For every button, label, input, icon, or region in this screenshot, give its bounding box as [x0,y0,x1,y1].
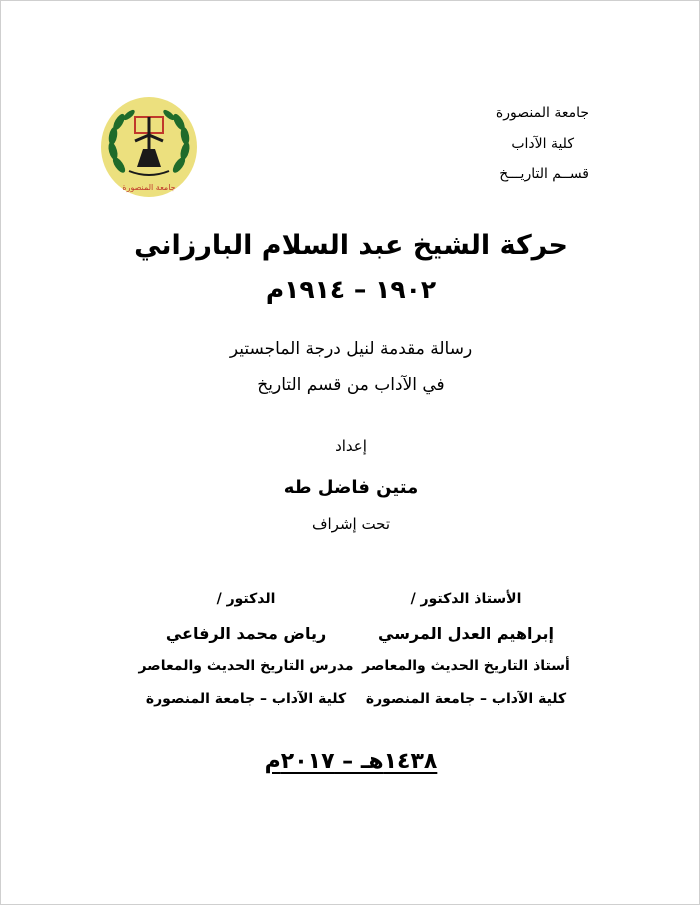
department-name: قســم التاريـــخ [499,166,589,182]
faculty-name: كلية الآداب [511,136,574,152]
seal-text: جامعة المنصورة [122,183,176,192]
supervisor-1-role: أستاذ التاريخ الحديث والمعاصر [362,658,570,674]
supervisor-2-heading: الدكتور / [216,591,276,607]
supervisor-2-name: رياض محمد الرفاعي [165,624,327,643]
thesis-title: حركة الشيخ عبد السلام البارزاني [134,230,568,261]
supervisor-1-heading: الأستاذ الدكتور / [410,591,522,607]
supervisor-2-role: مدرس التاريخ الحديث والمعاصر [138,658,354,674]
thesis-date [1,749,700,774]
university-seal-icon [99,95,199,201]
preparation-label: إعداد [335,437,367,455]
thesis-years: ١٩٠٢ – ١٩١٤م [265,275,437,304]
supervision-label: تحت إشراف [311,515,391,533]
supervisor-1-name: إبراهيم العدل المرسي [378,624,554,643]
supervisor-2-affiliation: كلية الآداب – جامعة المنصورة [145,691,347,707]
thesis-description-line2: في الآداب من قسم التاريخ [257,375,445,395]
author-name: متين فاضل طه [283,477,419,498]
supervisor-1-affiliation: كلية الآداب – جامعة المنصورة [365,691,567,707]
thesis-date-text: ١٤٣٨هـ – ٢٠١٧م [264,749,438,774]
university-name: جامعة المنصورة [495,105,589,121]
thesis-description-line1: رسالة مقدمة لنيل درجة الماجستير [229,339,473,359]
